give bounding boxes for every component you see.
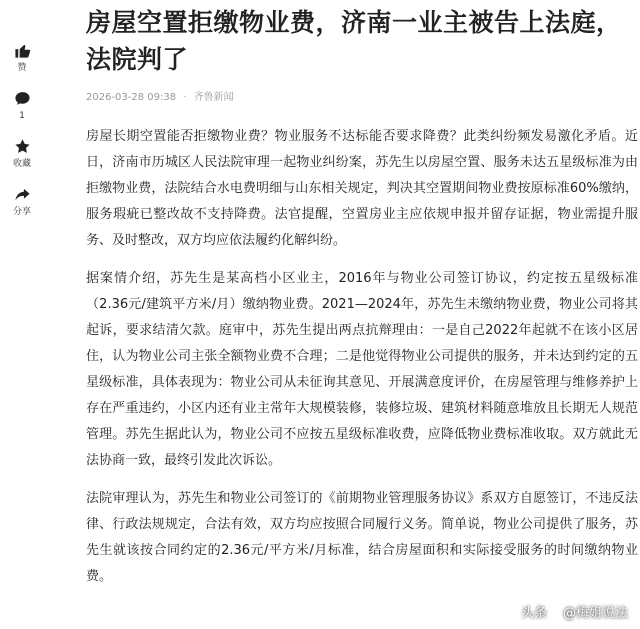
comment-button[interactable] xyxy=(0,88,44,122)
paragraph: 据案情介绍，苏先生是某高档小区业主，2016年与物业公司签订协议，约定按五星级标准（2.36元/建筑平方米/月）缴纳物业费。2021—2024年，苏先生未缴纳物业费，物业公司将其起诉，要求结清欠款。庭审中，苏先生提出两点抗辩理由：一是自己2022年起就不在该小区居住，认为物业公司主张全额物业费不合理；二是他觉得物业公司提供的服务，并未达到约定的五星级标准，具体表现为：物业公司从未征询其意见、开展满意度评价，在房屋管理与维修养护上存在严重违约，小区内还有业主常年大规模装修，装修垃圾、建筑材料随意堆放且长期无人规范管理。苏先生据此认为，物业公司不应按五星级标准收费，应降低物业费标准收取。双方就此无法协商一致，最终引发此次诉讼。 xyxy=(86,271,638,468)
article-source[interactable]: 齐鲁新闻 xyxy=(193,92,234,103)
share-icon xyxy=(12,184,32,204)
watermark xyxy=(521,602,628,621)
article-title: 房屋空置拒缴物业费，济南一业主被告上法庭，法院判了 xyxy=(86,8,622,74)
action-sidebar xyxy=(0,40,44,228)
comment-count: 1 xyxy=(19,111,25,121)
like-button[interactable] xyxy=(0,40,44,74)
favorite-label: 收藏 xyxy=(12,159,31,169)
meta-separator: · xyxy=(183,92,187,103)
thumbs-up-icon xyxy=(12,40,32,60)
share-button[interactable] xyxy=(0,184,44,218)
paragraph: 房屋长期空置能否拒缴物业费？物业服务不达标能否要求降费？此类纠纷频发易激化矛盾。近日，济南市历城区人民法院审理一起物业纠纷案，苏先生以房屋空置、服务未达五星级标准为由拒缴物业费，法院结合水电费明细与山东相关规定，判决其空置期间物业费按原标准60%缴纳，服务瑕疵已整改故不支持降费。法官提醒，空置房业主应依规申报并留存证据，物业需提升服务、及时整改，双方均应依法履约化解纠纷。 xyxy=(86,129,638,248)
watermark-logo-icon xyxy=(550,604,560,619)
share-label: 分享 xyxy=(12,207,31,217)
like-label: 赞 xyxy=(17,63,27,73)
watermark-author: @梅姐说法 xyxy=(562,606,628,621)
favorite-button[interactable] xyxy=(0,136,44,170)
star-icon xyxy=(12,136,32,156)
watermark-platform: 头条 xyxy=(520,606,547,621)
paragraph: 法院审理认为，苏先生和物业公司签订的《前期物业管理服务协议》系双方自愿签订，不违反法律、行政法规规定，合法有效，双方均应按照合同履行义务。简单说，物业公司提供了服务，苏先生就该按合同约定的2.36元/平方米/月标准，结合房屋面积和实际接受服务的时间缴纳物业费。 xyxy=(86,491,638,584)
article xyxy=(86,0,638,590)
publish-date: 2026-03-28 09:38 xyxy=(86,92,177,103)
comment-icon xyxy=(12,88,32,108)
article-meta xyxy=(86,91,638,105)
